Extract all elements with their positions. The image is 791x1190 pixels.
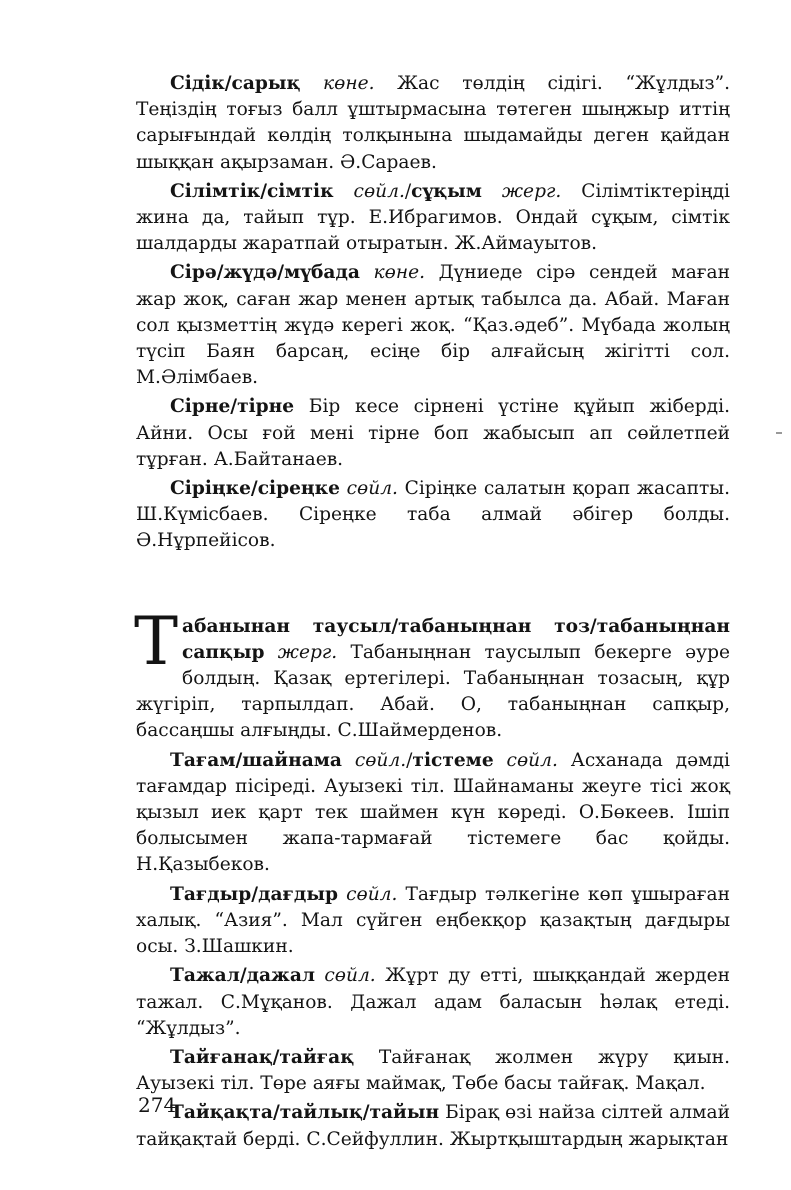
entry-text: Бірақ өзі найза сілтей алмай тайқақтай берді. С.Сейфуллин. Жыртқыштардың жарықтан: [136, 1102, 730, 1150]
dictionary-entry: [136, 1100, 730, 1152]
headword-variant: тістеме: [412, 749, 494, 771]
entry-text: Тайғанақ жолмен жүру қиын. Ауызекі тіл. Төре аяғы маймақ, Төбе басы тайғақ. Мақал.: [136, 1046, 730, 1095]
entry-text: Жұрт ду етті, шыққандай жерден тажал. С.Мұқанов. Дажал адам баласын һәлақ етеді. “Жұлдыз”.: [136, 965, 730, 1039]
dictionary-entry: [136, 748, 730, 879]
usage-label: сөйл.: [339, 478, 398, 500]
drop-cap-letter: Т: [134, 602, 179, 680]
entry-text: Тағдыр тәлкегіне көп ұшыраған халық. “Азия”. Мал сүйген еңбекқор қазақтың дағдыры осы. З.Шашкин.: [136, 883, 730, 958]
headword-variant: сұқым: [411, 180, 482, 202]
headword: Сірне/тірне: [170, 396, 295, 418]
usage-label: көне.: [300, 73, 375, 94]
usage-label: жерг.: [264, 641, 338, 663]
dictionary-entry: [136, 882, 730, 961]
entries-top: [136, 71, 730, 555]
headword: Тайқақта/тайлық/тайын: [170, 1102, 440, 1124]
entry-text: Бір кесе сірнені үстіне құйып жіберді. Айни. Осы ғой мені тірне боп жабысып ап сөйлетпей тұрған. А.Байтанаев.: [136, 396, 730, 470]
usage-label: жерг.: [481, 180, 562, 202]
usage-label: сөйл.: [333, 180, 405, 202]
entry-text: Асханада дәмді тағамдар пісіреді. Ауызекі тіл. Шайнаманы жеуге тісі жоқ қызыл иек қарт тек шаймен күн көреді. О.Бөкеев. Ішіп болысымен жапа-тармағай тістемеге бас қойды. Н.Қазыбеков.: [136, 749, 730, 876]
dictionary-entry: [136, 71, 730, 176]
entry-text: Жас төлдің сідігі. “Жұлдыз”. Теңіздің тоғыз балл ұштырмасына төтеген шыңжыр иттің сарығындай көлдің толқынына шыдамайды деген қайдан шыққан ақырзаман. Ә.Сараев.: [136, 73, 731, 173]
headword: Тажал/дажал: [170, 965, 315, 987]
dictionary-page: [136, 71, 730, 1156]
section-t: [134, 602, 731, 745]
usage-label: сөйл.: [493, 749, 558, 771]
margin-mark: [776, 432, 782, 434]
dictionary-entry: [136, 179, 730, 258]
entry-text: /: [406, 749, 413, 771]
entry-text: Дүниеде сірә сендей маған жар жоқ, саған жар менен артық табылса да. Абай. Маған сол қызметтің жүдә керегі жоқ. “Қаз.әдеб”. Мүбада жолың түсіп Баян барсаң, есіңе бір алғайсың жігітті сол. М.Әлімбаев.: [136, 262, 731, 389]
dictionary-entry: [136, 963, 730, 1042]
dictionary-entry: [134, 602, 731, 745]
usage-label: сөйл.: [341, 749, 407, 771]
entries-bottom: [136, 748, 730, 1153]
entry-text: Табаныңнан таусылып бекерге әуре болдың. Қазақ ертегілері. Табаныңнан тозасың, құр жүгіріп, тарпылдап. Абай. О, табаныңнан сапқыр, бассаңшы алғыңды. С.Шаймерденов.: [136, 641, 731, 742]
page-number: 274: [138, 1093, 177, 1117]
headword: Сіріңке/сіреңке: [170, 478, 340, 500]
headword: Сідік/сарық: [170, 73, 301, 94]
section-gap: [136, 558, 730, 614]
usage-label: көне.: [359, 262, 426, 284]
usage-label: сөйл.: [314, 965, 376, 987]
dictionary-entry: [136, 1045, 730, 1097]
entry-text: Сіріңке салатын қорап жасапты. Ш.Күмісбаев. Сіреңке таба алмай әбігер болды. Ә.Нұрпейісов.: [136, 478, 730, 552]
headword: Сілімтік/сімтік: [170, 180, 334, 202]
dictionary-entry: [136, 476, 730, 555]
usage-label: сөйл.: [337, 883, 398, 905]
headword: Тайғанақ/тайғақ: [170, 1046, 355, 1068]
headword: Тағам/шайнама: [170, 749, 342, 771]
headword: Тағдыр/дағдыр: [170, 883, 338, 905]
entry-text: /: [404, 180, 412, 202]
entry-text: Сілімтіктеріңді жина да, тайып тұр. Е.Ибрагимов. Ондай сұқым, сімтік шалдарды жаратпай отыратын. Ж.Аймауытов.: [136, 180, 730, 255]
headword: абанынан таусыл/табаныңнан тоз/табаныңнан сапқыр: [182, 615, 730, 663]
dictionary-entry: [136, 394, 730, 473]
headword: Сірә/жүдә/мүбада: [170, 262, 360, 284]
dictionary-entry: [136, 260, 730, 391]
